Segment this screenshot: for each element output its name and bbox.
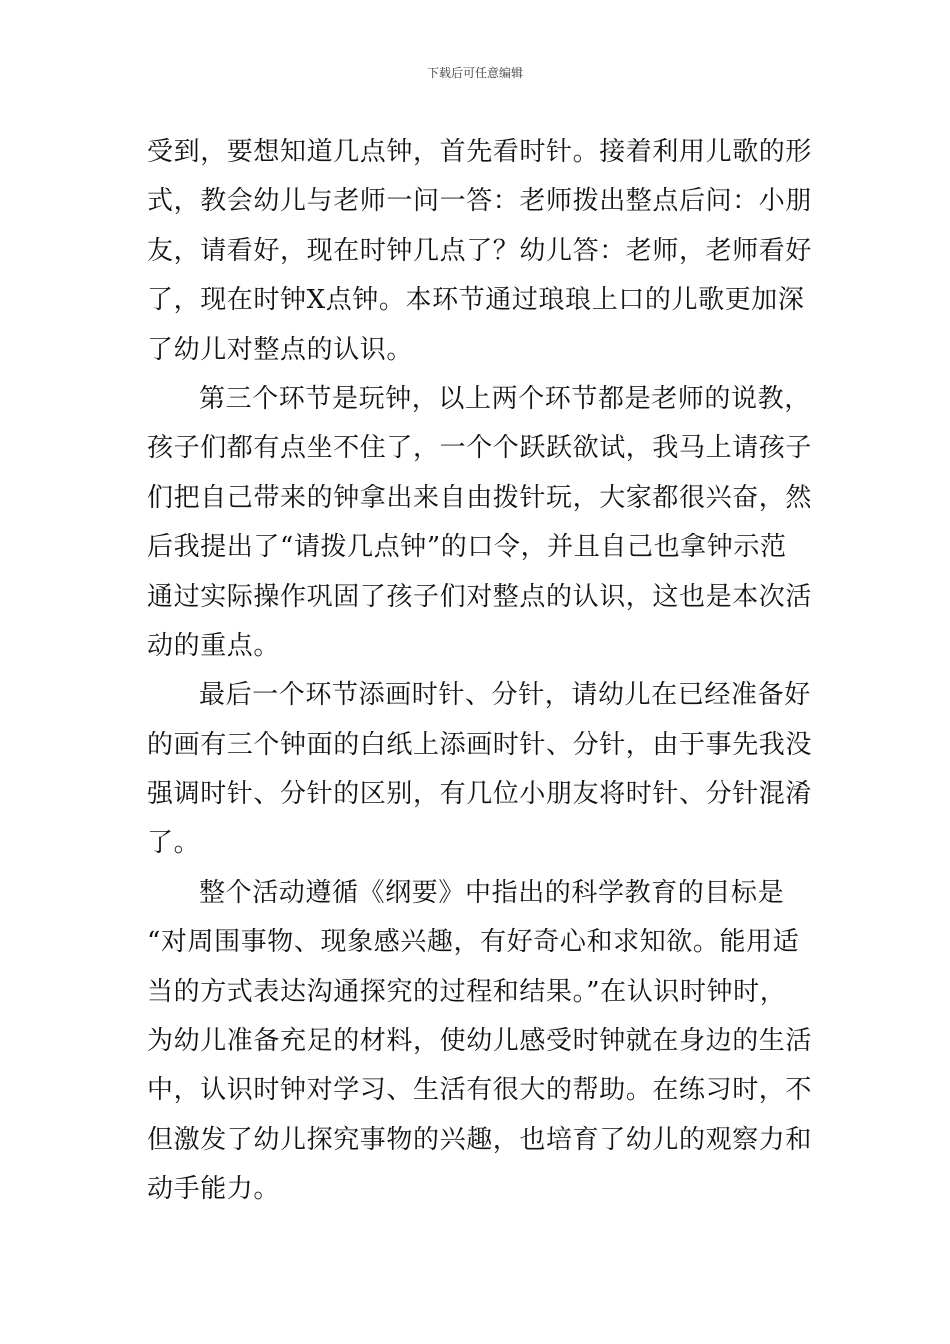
text-line: 但激发了幼儿探究事物的兴趣，也培育了幼儿的观察力和 bbox=[147, 1124, 813, 1155]
text-line: 了幼儿对整点的认识。 bbox=[147, 334, 414, 365]
text-line: 孩子们都有点坐不住了，一个个跃跃欲试，我马上请孩子 bbox=[147, 433, 813, 464]
page-header-note: 下载后可任意编辑 bbox=[426, 66, 523, 80]
document-body bbox=[147, 128, 813, 1215]
text-line: 中，认识时钟对学习、生活有很大的帮助。在练习时，不 bbox=[147, 1075, 813, 1106]
text-line: 式，教会幼儿与老师一问一答：老师拨出整点后问：小朋 bbox=[147, 186, 813, 217]
text-line: 的画有三个钟面的白纸上添画时针、分针，由于事先我没 bbox=[147, 729, 813, 760]
text-line: 动的重点。 bbox=[147, 630, 281, 661]
text-line: 们把自己带来的钟拿出来自由拨针玩，大家都很兴奋，然 bbox=[147, 482, 813, 513]
text-line: 动手能力。 bbox=[147, 1174, 281, 1205]
text-line: 当的方式表达沟通探究的过程和结果。”在认识时钟时， bbox=[147, 976, 787, 1007]
paragraph-first-line: 整个活动遵循《纲要》中指出的科学教育的目标是 bbox=[199, 877, 785, 908]
text-line: 受到，要想知道几点钟，首先看时针。接着利用儿歌的形 bbox=[147, 137, 813, 167]
text-line: “对周围事物、现象感兴趣，有好奇心和求知欲。能用适 bbox=[147, 927, 800, 958]
paragraph-first-line: 第三个环节是玩钟，以上两个环节都是老师的说教， bbox=[199, 383, 811, 414]
paragraph-first-line: 最后一个环节添画时针、分针，请幼儿在已经准备好 bbox=[199, 680, 811, 711]
text-line: 通过实际操作巩固了孩子们对整点的认识，这也是本次活 bbox=[147, 581, 813, 612]
text-line: 了，现在时钟X点钟。本环节通过琅琅上口的儿歌更加深 bbox=[147, 285, 805, 316]
text-line: 了。 bbox=[147, 828, 201, 859]
text-line: 后我提出了“请拨几点钟”的口令，并且自己也拿钟示范 bbox=[147, 532, 787, 563]
text-line: 为幼儿准备充足的材料，使幼儿感受时钟就在身边的生活 bbox=[147, 1026, 813, 1057]
text-line: 友，请看好，现在时钟几点了？幼儿答：老师，老师看好 bbox=[147, 235, 813, 266]
text-line: 强调时针、分针的区别，有几位小朋友将时针、分针混淆 bbox=[147, 779, 813, 810]
